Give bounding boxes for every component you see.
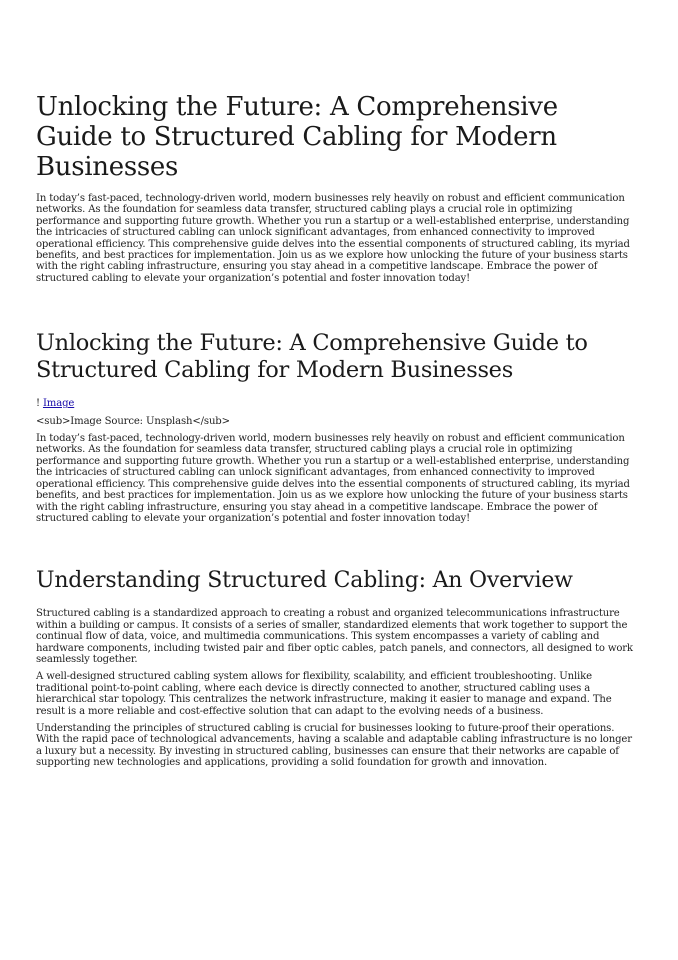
image-prefix: !: [36, 398, 43, 410]
overview-paragraph: A well-designed structured cabling system allows for flexibility, scalability, and efficient troubleshooting. Unlike traditional point-to-point cabling, where each device is directly connected to another, structured cabling uses a hierarchical star topology. This centralizes the network infrastructure, making it easier to manage and expand. The result is a more reliable and cost-effective solution that can adapt to the evolving needs of a business.: [36, 671, 612, 717]
article-title: Unlocking the Future: A Comprehensive Guide to Structured Cabling for Modern Businesses: [36, 92, 558, 182]
article-intro: In today’s fast-paced, technology-driven world, modern businesses rely heavily on robust and efficient communication networks. As the foundation for seamless data transfer, structured cabling plays a crucial role in optimizing performance and supporting future growth. Whether you run a startup or a well-established enterprise, understanding the intricacies of structured cabling can unlock significant advantages, from enhanced connectivity to improved operational efficiency. This comprehensive guide delves into the essential components of structured cabling, its myriad benefits, and best practices for implementation. Join us as we explore how unlocking the future of your business starts with the right cabling infrastructure, ensuring you stay ahead in a competitive landscape. Embrace the power of structured cabling to elevate your organization’s potential and foster innovation today!: [36, 193, 630, 284]
overview-paragraph: Understanding the principles of structured cabling is crucial for businesses looking to future-proof their operations. With the rapid pace of technological advancements, having a scalable and adaptable cabling infrastructure is no longer a luxury but a necessity. By investing in structured cabling, businesses can ensure that their networks are capable of supporting new technologies and applications, providing a solid foundation for growth and innovation.: [36, 722, 632, 769]
image-link[interactable]: Image: [42, 398, 75, 410]
image-placeholder-line: [36, 398, 634, 409]
overview-paragraph: Structured cabling is a standardized approach to creating a robust and organized telecommunications infrastructure within a building or campus. It consists of a series of smaller, standardized elements that work together to support the continual flow of data, voice, and multimedia communications. This system encompasses a variety of cabling and hardware components, including twisted pair and fiber optic cables, patch panels, and connectors, all designed to work seamlessly together.: [36, 608, 633, 665]
section-intro-paragraph: In today’s fast-paced, technology-driven world, modern businesses rely heavily on robust and efficient communication networks. As the foundation for seamless data transfer, structured cabling plays a crucial role in optimizing performance and supporting future growth. Whether you run a startup or a well-established enterprise, understanding the intricacies of structured cabling can unlock significant advantages, from enhanced connectivity to improved operational efficiency. This comprehensive guide delves into the essential components of structured cabling, its myriad benefits, and best practices for implementation. Join us as we explore how unlocking the future of your business starts with the right cabling infrastructure, ensuring you stay ahead in a competitive landscape. Embrace the power of structured cabling to elevate your organization’s potential and foster innovation today!: [36, 433, 630, 524]
section-heading-overview: Understanding Structured Cabling: An Overview: [36, 568, 573, 594]
image-source-caption: <sub>Image Source: Unsplash</sub>: [36, 415, 230, 427]
section-heading-guide: Unlocking the Future: A Comprehensive Guide to Structured Cabling for Modern Businesses: [36, 330, 588, 384]
